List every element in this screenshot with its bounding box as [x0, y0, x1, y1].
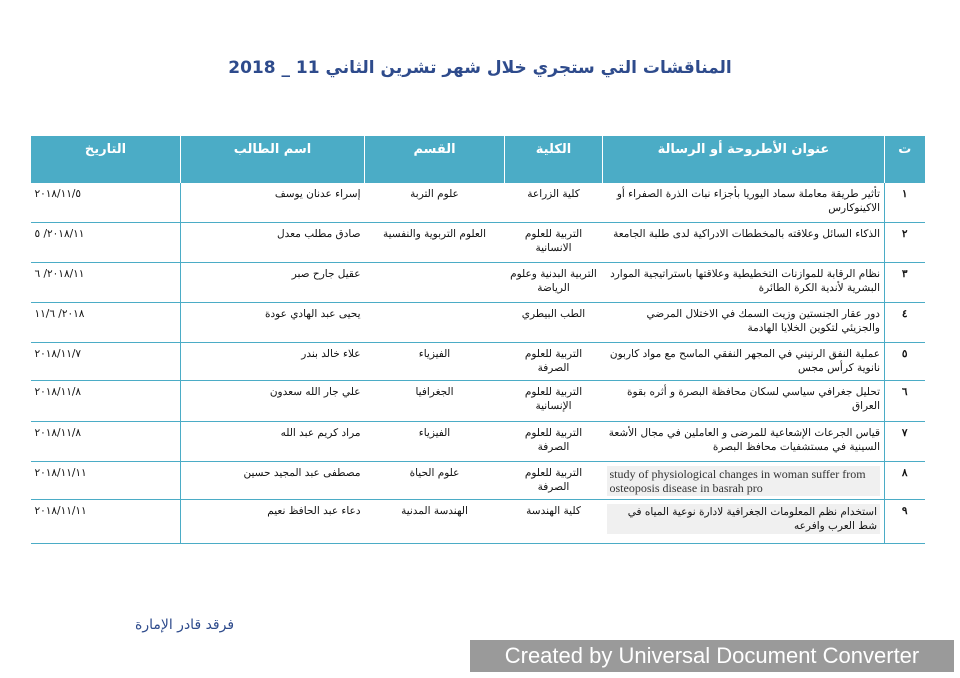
- row-date: ٢٠١٨/١١/٥: [31, 183, 181, 222]
- row-title: نظام الرقابة للموازنات التخطيطية وعلاقتها باستراتيجية الموارد البشرية لأندية الكرة الطائرة: [603, 262, 885, 302]
- row-num: ٨: [885, 461, 925, 499]
- table-row: [31, 183, 925, 222]
- page-title: المناقشات التي ستجري خلال شهر تشرين الثاني 11 _ 2018: [228, 58, 732, 78]
- row-college: التربية للعلوم الانسانية: [505, 222, 603, 262]
- row-student: مصطفى عبد المجيد حسين: [181, 461, 365, 499]
- row-student: مراد كريم عبد الله: [181, 421, 365, 461]
- header-num: ت: [885, 136, 925, 183]
- row-department: علوم التربة: [365, 183, 505, 222]
- row-college: التربية البدنية وعلوم الرياضة: [505, 262, 603, 302]
- row-title: تحليل جغرافي سياسي لسكان محافظة البصرة و أثره بقوة العراق: [603, 380, 885, 421]
- header-date: التاريخ: [31, 136, 181, 183]
- signature: فرقد قادر الإمارة: [135, 617, 235, 633]
- row-college: الطب البيطري: [505, 302, 603, 342]
- table-row: [31, 262, 925, 302]
- header-college: الكلية: [505, 136, 603, 183]
- table-row: [31, 421, 925, 461]
- row-department: الفيزياء: [365, 342, 505, 380]
- header-department: القسم: [365, 136, 505, 183]
- row-num: ١: [885, 183, 925, 222]
- row-college: التربية للعلوم الإنسانية: [505, 380, 603, 421]
- row-college: التربية للعلوم الصرفة: [505, 461, 603, 499]
- table-row: [31, 499, 925, 543]
- row-title: عملية النفق الرنيني في المجهر النفقي الماسح مع مواد كاربون نانوية كرأس مجس: [603, 342, 885, 380]
- row-student: دعاء عبد الحافظ نعيم: [181, 499, 365, 543]
- row-department: العلوم التربوية والنفسية: [365, 222, 505, 262]
- row-num: ٦: [885, 380, 925, 421]
- table-header-row: [31, 136, 925, 183]
- row-date: ٢٠١٨/١١/ ٥: [31, 222, 181, 262]
- row-student: يحيى عبد الهادي عودة: [181, 302, 365, 342]
- discussions-table: [30, 136, 925, 544]
- row-title: [603, 461, 885, 499]
- row-date: ٢٠١٨/ ١١/٦: [31, 302, 181, 342]
- row-date: ٢٠١٨/١١/٨: [31, 421, 181, 461]
- row-date: ٢٠١٨/١١/٨: [31, 380, 181, 421]
- row-title: دور عقار الجنستين وزيت السمك في الاختلال المرضي والجزيئي لتكوين الخلايا الهادمة: [603, 302, 885, 342]
- table-row: [31, 380, 925, 421]
- row-num: ٩: [885, 499, 925, 543]
- header-student: اسم الطالب: [181, 136, 365, 183]
- row-num: ٤: [885, 302, 925, 342]
- watermark-banner: Created by Universal Document Converter: [470, 640, 954, 672]
- row-student: علاء خالد بندر: [181, 342, 365, 380]
- row-title: الذكاء السائل وعلاقته بالمخططات الادراكية لدى طلبة الجامعة: [603, 222, 885, 262]
- row-college: كلية الهندسة: [505, 499, 603, 543]
- row-num: ٧: [885, 421, 925, 461]
- row-college: كلية الزراعة: [505, 183, 603, 222]
- row-date: ٢٠١٨/١١/ ٦: [31, 262, 181, 302]
- row-date: ٢٠١٨/١١/٧: [31, 342, 181, 380]
- row-student: إسراء عدنان يوسف: [181, 183, 365, 222]
- row-num: ٥: [885, 342, 925, 380]
- table-row: [31, 222, 925, 262]
- row-student: عقيل جارح صبر: [181, 262, 365, 302]
- row-title-text: استخدام نظم المعلومات الجغرافية لادارة نوعية المياه في شط العرب وافرعه: [607, 504, 881, 534]
- row-date: ٢٠١٨/١١/١١: [31, 499, 181, 543]
- row-student: صادق مطلب معدل: [181, 222, 365, 262]
- row-num: ٣: [885, 262, 925, 302]
- row-department: [365, 262, 505, 302]
- row-department: الجغرافيا: [365, 380, 505, 421]
- row-title: قياس الجرعات الإشعاعية للمرضى و العاملين في مجال الأشعة السينية في مستشفيات محافظ البصرة: [603, 421, 885, 461]
- row-date: ٢٠١٨/١١/١١: [31, 461, 181, 499]
- row-num: ٢: [885, 222, 925, 262]
- row-college: التربية للعلوم الصرفة: [505, 342, 603, 380]
- table-row: [31, 302, 925, 342]
- table-row: [31, 342, 925, 380]
- row-department: علوم الحياة: [365, 461, 505, 499]
- row-department: [365, 302, 505, 342]
- row-title: تأثير طريقة معاملة سماد اليوريا بأجزاء نبات الذرة الصفراء أو الاكينوكارس: [603, 183, 885, 222]
- header-title: عنوان الأطروحة أو الرسالة: [603, 136, 885, 183]
- table-row: [31, 461, 925, 499]
- row-department: الفيزياء: [365, 421, 505, 461]
- row-title: [603, 499, 885, 543]
- row-student: علي جار الله سعدون: [181, 380, 365, 421]
- row-department: الهندسة المدنية: [365, 499, 505, 543]
- row-title-text: study of physiological changes in woman suffer from osteoposis disease in basrah pro: [607, 466, 881, 496]
- row-college: التربية للعلوم الصرفة: [505, 421, 603, 461]
